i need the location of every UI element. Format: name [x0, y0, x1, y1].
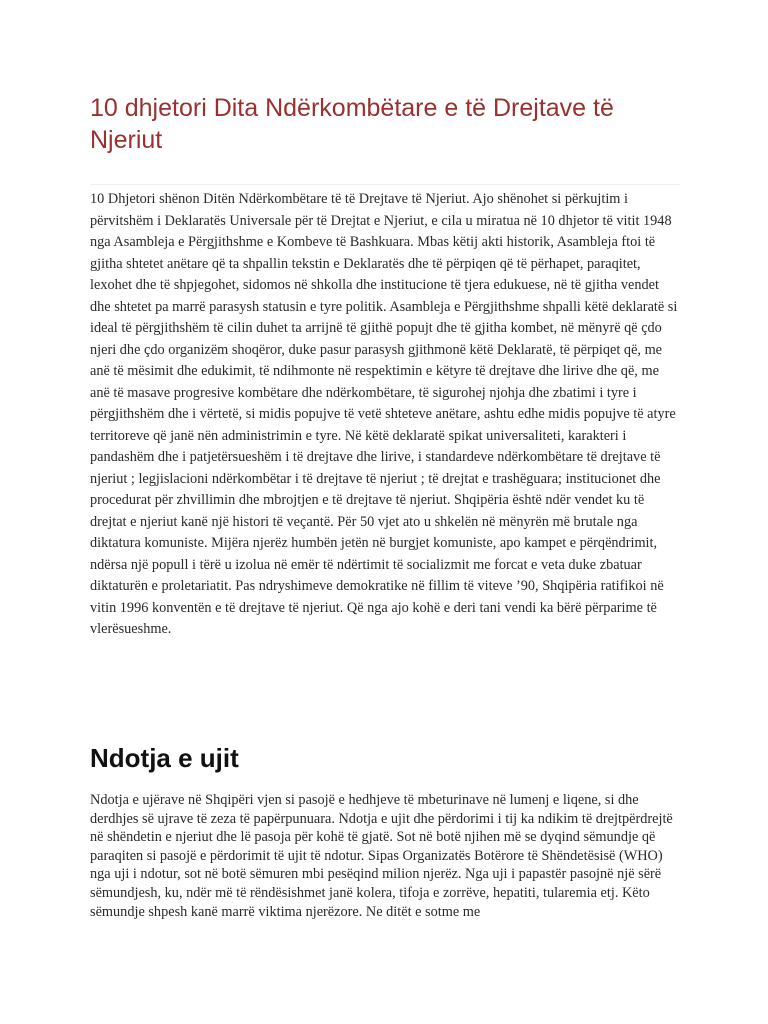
article-body: 10 Dhjetori shënon Ditën Ndërkombëtare të të Drejtave të Njeriut. Ajo shënohet si përkujtim i përvitshëm i Deklaratës Universale për të Drejtat e Njeriut, e cila u miratua në 10 dhjetor të vitit 1948 nga Asambleja e Përgjithshme e Kombeve të Bashkuara. Mbas këtij akti historik, Asambleja ftoi të gjitha shtetet anëtare që ta shpallin tekstin e Deklaratës dhe të përpiqen që të përhapet, paraqitet, lexohet dhe të shpjegohet, sidomos në shkolla dhe institucione të tjera edukuese, në të gjitha vendet dhe shtetet pa marrë parasysh statusin e tyre politik. Asambleja e Përgjithshme shpalli këtë deklaratë si ideal të përgjithshëm të cilin duhet ta arrijnë të gjithë popujt dhe të gjitha kombet, në mënyrë që çdo njeri dhe çdo organizëm shoqëror, duke pasur parasysh gjithmonë këtë Deklaratë, të përpiqet që, me anë të mësimit dhe edukimit, të ndihmonte në respektimin e këtyre të drejtave dhe lirive dhe që, me anë të masave progresive kombëtare dhe ndërkombëtare, të sigurohej njohja dhe zbatimi i tyre i përgjithshëm dhe i vërtetë, si midis popujve të vetë shteteve anëtare, ashtu edhe midis popujve të atyre territoreve që janë nën administrimin e tyre. Në këtë deklaratë spikat universaliteti, karakteri i pandashëm dhe i patjetërsueshëm i të drejtave dhe lirive, i standardeve ndërkombëtare të drejtave të njeriut ; legjislacioni ndërkombëtar i të drejtave të njeriut ; të drejtat e trashëguara; institucionet dhe procedurat për zhvillimin dhe mbrojtjen e të drejtave të njeriut. Shqipëria është ndër vendet ku të drejtat e njeriut kanë një histori të veçantë. Për 50 vjet ato u shkelën në mënyrën më brutale nga diktatura komuniste. Mijëra njerëz humbën jetën në burgjet komuniste, apo kampet e përqëndrimit, ndërsa një popull i tërë u izolua në emër të ndërtimit të socializmit me forcat e veta duke zbatuar diktaturën e proletariatit. Pas ndryshimeve demokratike në fillim të viteve ’90, Shqipëria ratifikoi në vitin 1996 konventën e të drejtave të njeriut. Që nga ajo kohë e deri tani vendi ka bërë përparime të vlerësueshme. — [90, 191, 678, 637]
article-title: 10 dhjetori Dita Ndërkombëtare e të Drejtave të Njeriut — [90, 94, 614, 154]
title-divider — [90, 184, 680, 185]
section-body: Ndotja e ujërave në Shqipëri vjen si pasojë e hedhjeve të mbeturinave në lumenj e liqene, si dhe derdhjes së ujrave të zeza të papërpunuara. Ndotja e ujit dhe përdorimi i tij ka ndikim të drejtpërdrejtë në shëndetin e njeriut dhe lë pasoja për kohë të gjatë. Sot në botë njihen më se dyqind sëmundje që paraqiten si pasojë e përdorimit të ujit të ndotur. Sipas Organizatës Botërore të Shëndetësisë (WHO) nga uji i ndotur, sot në botë sëmuren mbi pesëqind milion njerëz. Nga uji i papastër pasojnë një sërë sëmundjesh, ku, ndër më të rëndësishmet janë kolera, tifoja e zorrëve, hepatiti, tularemia etj. Këto sëmundje shpesh kanë marrë viktima njerëzore. Ne ditët e sotme me — [90, 792, 673, 920]
section-title: Ndotja e ujit — [90, 743, 239, 773]
